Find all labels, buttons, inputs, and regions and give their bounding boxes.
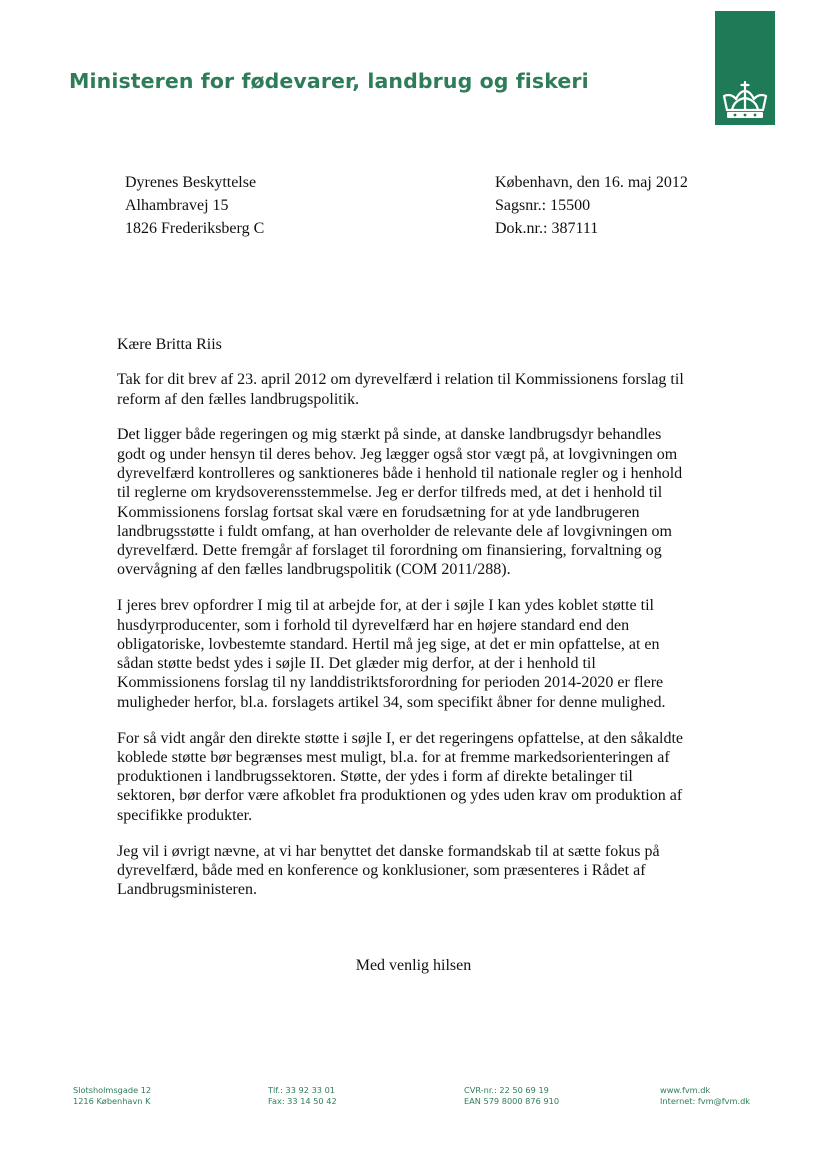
- footer-street: Slotsholmsgade 12: [73, 1085, 152, 1095]
- paragraph-line: overvågning af den fælles landbrugspolitik (COM 2011/288).: [117, 561, 511, 579]
- crown-icon: [721, 81, 769, 121]
- salutation: Kære Britta Riis: [117, 336, 222, 353]
- paragraph-line: Jeg vil i øvrigt nævne, at vi har benyttet det danske formandskab til at sætte fokus på: [117, 842, 660, 860]
- recipient-city: 1826 Frederiksberg C: [125, 220, 265, 237]
- footer-address: [73, 1085, 151, 1106]
- footer-web: [660, 1085, 750, 1106]
- footer-email-link[interactable]: Internet: fvm@fvm.dk: [660, 1095, 751, 1106]
- footer-phone-number: Tlf.: 33 92 33 01: [268, 1085, 336, 1095]
- paragraph-line: muligheder herfor, bl.a. forslagets artikel 34, som specifikt åbner for denne mulighed.: [117, 693, 666, 711]
- document-number: Dok.nr.: 387111: [495, 220, 599, 237]
- footer-fax-number: Fax: 33 14 50 42: [268, 1095, 337, 1106]
- footer-cvr: CVR-nr.: 22 50 69 19: [464, 1085, 549, 1095]
- body-paragraph: [117, 596, 717, 712]
- paragraph-line: landbrugsstøtte i fuldt omfang, at han overholder de relevante dele af lovgivningen om: [117, 522, 672, 540]
- recipient-address: [125, 171, 264, 240]
- paragraph-line: husdyrproducenter, som i forhold til dyrevelfærd har en højere standard end den: [117, 616, 630, 634]
- closing: Med venlig hilsen: [355, 957, 472, 974]
- paragraph-line: dyrevelfærd, både med en konference og konklusioner, som præsenteres i Rådet af: [117, 861, 646, 879]
- letter-body: [117, 335, 717, 916]
- footer-registry: [464, 1085, 559, 1106]
- paragraph-line: godt og under hensyn til deres behov. Jeg lægger også stor vægt på, at lovgivningen om: [117, 445, 678, 463]
- paragraph-line: reform af den fælles landbrugspolitik.: [117, 390, 360, 408]
- ministry-logo: [715, 11, 775, 125]
- paragraph-line: specifikke produkter.: [117, 806, 253, 824]
- body-paragraph: [117, 425, 717, 579]
- paragraph-line: Det ligger både regeringen og mig stærkt på sinde, at danske landbrugsdyr behandles: [117, 426, 662, 444]
- footer-website-link[interactable]: www.fvm.dk: [660, 1085, 711, 1095]
- letter-date: København, den 16. maj 2012: [495, 174, 688, 191]
- ministry-title: Ministeren for fødevarer, landbrug og fiskeri: [69, 69, 589, 93]
- body-paragraph: [117, 729, 717, 825]
- paragraph-line: Kommissionens forslag til ny landdistriktsforordning for perioden 2014-2020 er flere: [117, 674, 664, 692]
- footer-ean: EAN 579 8000 876 910: [464, 1095, 560, 1106]
- paragraph-line: koblede støtte bør begrænses mest muligt, bl.a. for at fremme markedsorienteringen af: [117, 748, 670, 766]
- paragraph-line: produktionen i landbrugssektoren. Støtte, der ydes i form af direkte betalinger til: [117, 768, 633, 786]
- case-number: Sagsnr.: 15500: [495, 197, 591, 214]
- footer-city: 1216 København K: [73, 1095, 151, 1106]
- paragraph-line: I jeres brev opfordrer I mig til at arbejde for, at der i søjle I kan ydes koblet støtte til: [117, 597, 654, 615]
- footer-phone: [268, 1085, 337, 1106]
- body-paragraph: [117, 370, 717, 409]
- recipient-name: Dyrenes Beskyttelse: [125, 174, 257, 191]
- letter-meta: [495, 171, 688, 240]
- paragraph-line: dyrevelfærd kontrolleres og sanktioneres både i henhold til nationale regler og i henhold: [117, 464, 683, 482]
- paragraph-line: obligatoriske, lovbestemte standard. Hertil må jeg sige, at det er min opfattelse, at en: [117, 635, 660, 653]
- paragraph-line: Tak for dit brev af 23. april 2012 om dyrevelfærd i relation til Kommissionens forslag til: [117, 371, 684, 389]
- recipient-street: Alhambravej 15: [125, 197, 229, 214]
- paragraph-line: til reglerne om krydsoverensstemmelse. Jeg er derfor tilfreds med, at det i henhold til: [117, 484, 663, 502]
- paragraph-line: sådan støtte bedst ydes i søjle II. Det glæder mig derfor, at der i henhold til: [117, 655, 596, 673]
- paragraph-line: Landbrugsministeren.: [117, 881, 257, 899]
- paragraph-line: Kommissionens forslag fortsat skal være en forudsætning for at yde landbrugeren: [117, 503, 640, 521]
- paragraph-line: sektoren, bør derfor være afkoblet fra produktionen og ydes uden krav om produktion af: [117, 787, 683, 805]
- body-paragraph: [117, 842, 717, 900]
- paragraph-line: dyrevelfærd. Dette fremgår af forslaget til forordning om finansiering, forvaltning og: [117, 542, 662, 560]
- paragraph-line: For så vidt angår den direkte støtte i søjle I, er det regeringens opfattelse, at den såkaldte: [117, 729, 684, 747]
